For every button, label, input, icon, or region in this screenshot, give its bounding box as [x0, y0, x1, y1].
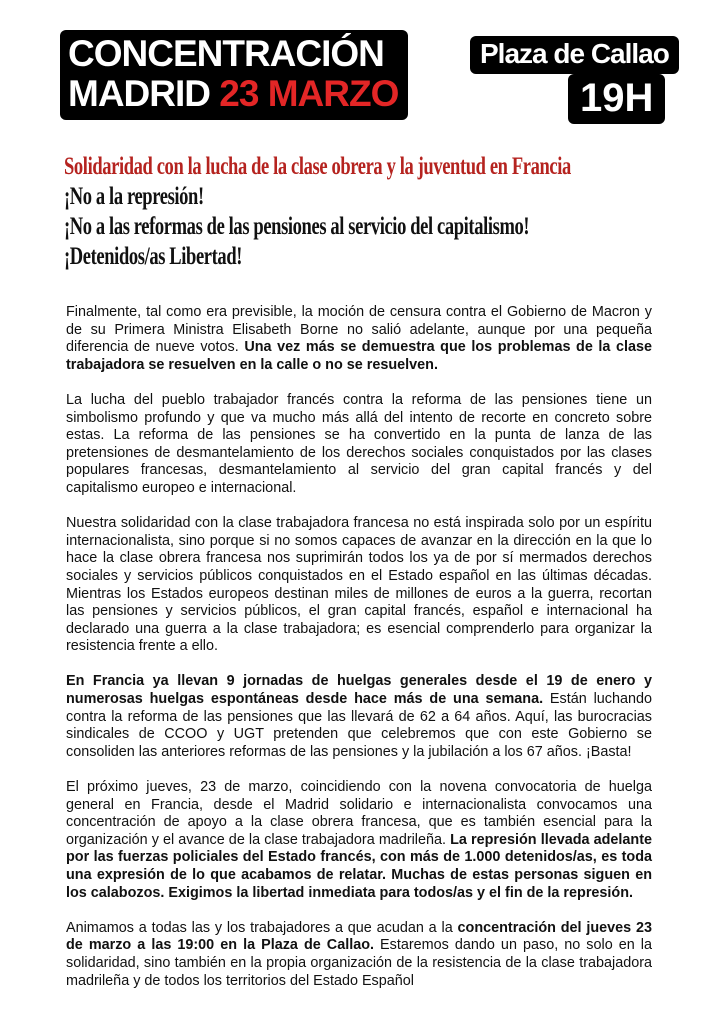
paragraph-6-text: Animamos a todas las y los trabajadores a que acudan a la [66, 919, 458, 936]
event-location-date [68, 74, 398, 114]
event-place: Plaza de Callao [480, 38, 669, 69]
slogan-line-2: ¡No a las reformas de las pensiones al servicio del capitalismo! [64, 213, 530, 240]
paragraph-1 [66, 304, 652, 374]
slogan-line-1: ¡No a la represión! [64, 183, 204, 210]
event-city: MADRID [68, 73, 210, 114]
paragraph-2: La lucha del pueblo trabajador francés contra la reforma de las pensiones tiene un simbolismo profundo y que va mucho más allá del intento de recorte en concreto sobre estas. La reforma de las pensiones se ha convertido en la punta de lanza de las pretensiones de desmantelamiento de los derechos sociales conquistados por las clases populares francesas, desmantelamiento al servicio del gran capital francés y del capitalismo europeo e internacional. [66, 391, 652, 496]
event-place-block [470, 36, 679, 74]
paragraph-5-emphasis: La represión llevada adelante por las fuerzas policiales del Estado francés, con más de 1.000 detenidos/as, es toda una expresión de lo que acabamos de relatar. Muchas de estas personas siguen en los calabozos. Exigimos la libertad inmediata para todos/as y el fin de la represión. [66, 831, 652, 901]
paragraph-6-text-end: Estaremos dando un paso, no solo en la solidaridad, sino también en la propia organización de la resistencia de la clase trabajadora madrileña y de todos los territorios del Estado Español [66, 937, 652, 989]
paragraph-6-emphasis: concentración del jueves 23 de marzo a las 19:00 en la Plaza de Callao. [66, 919, 652, 954]
paragraph-5-text: El próximo jueves, 23 de marzo, coincidiendo con la novena convocatoria de huelga general en Francia, desde el Madrid solidario e internacionalista convocamos una concentración de apoyo a la clase obrera francesa, que es también esencial para la organización y el avance de la clase trabajadora madrileña. [66, 779, 652, 848]
paragraph-1-emphasis: Una vez más se demuestra que los problemas de la clase trabajadora se resuelven en la calle o no se resuelven. [66, 339, 653, 373]
paragraph-1-text: Finalmente, tal como era previsible, la moción de censura contra el Gobierno de Macron y de su Primera Ministra Elisabeth Borne no salió adelante, aunque por una pequeña diferencia de nueve votos. [66, 304, 652, 356]
slogan-line-3: ¡Detenidos/as Libertad! [64, 243, 243, 270]
slogan-headline: Solidaridad con la lucha de la clase obrera y la juventud en Francia [64, 153, 571, 180]
slogans-block [64, 152, 664, 272]
paragraph-4-emphasis: En Francia ya llevan 9 jornadas de huelgas generales desde el 19 de enero y numerosas huelgas espontáneas desde hace más de una semana. [66, 673, 652, 708]
event-time: 19H [580, 76, 654, 120]
paragraph-4 [66, 673, 652, 761]
paragraph-6 [66, 920, 652, 990]
paragraph-5 [66, 779, 652, 902]
event-date: 23 MARZO [219, 73, 399, 114]
event-title: CONCENTRACIÓN [68, 33, 384, 74]
event-title-block [60, 30, 408, 120]
paragraph-4-text: Están luchando contra la reforma de las pensiones que las llevará de 62 a 64 años. Aquí, las burocracias sindicales de CCOO y UGT pretenden que celebremos que con este Gobierno se consoliden las anteriores reformas de las pensiones y la jubilación a los 67 años. ¡Basta! [66, 691, 652, 760]
flyer-header [0, 0, 724, 150]
paragraph-3: Nuestra solidaridad con la clase trabajadora francesa no está inspirada solo por un espíritu internacionalista, sino porque si no somos capaces de avanzar en la dirección en la que lo hace la clase obrera francesa nos suprimirán todos los ya de por sí mermados derechos sociales y servicios públicos conquistados en el Estado español en las últimas décadas. Mientras los Estados europeos destinan miles de millones de euros a la guerra, recortan las pensiones y servicios públicos, el gran capital francés, español e internacional ha declarado una guerra a la clase trabajadora; es esencial comprenderlo para organizar la resistencia frente a ello. [66, 515, 652, 655]
body-text [66, 304, 652, 1008]
event-time-block [568, 74, 665, 124]
